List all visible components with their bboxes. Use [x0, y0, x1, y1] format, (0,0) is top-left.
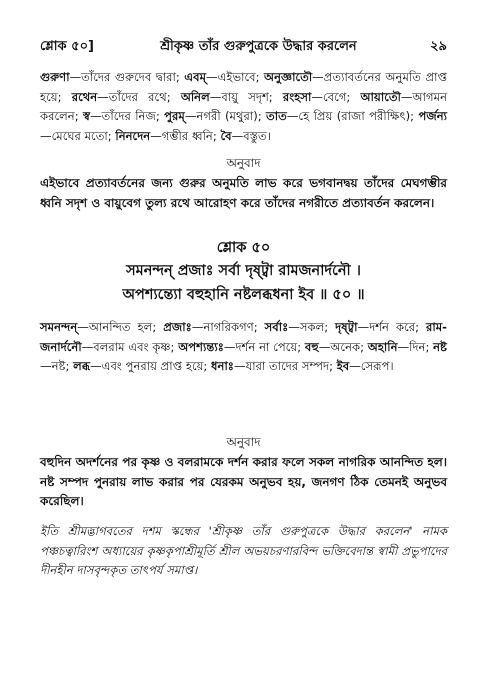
translation-1: এইভাবে প্রত্যাবর্তনের জন্য গুরুর অনুমতি লাভ করে ভগবানদ্বয় তাঁদের মেঘগম্ভীর ধ্বনি সদৃশ ও বায়ুবেগ তুল্য রথে আরোহণ করে তাঁদের নগরীতে প্রত্যাবর্তন করলেন। — [40, 176, 447, 210]
synonym-meaning: —নাগরিকগণ; — [191, 320, 265, 334]
synonym-term: আয়াতৌ — [360, 89, 401, 104]
synonyms-bottom — [40, 318, 447, 377]
synonym-meaning: —নষ্ট; — [40, 359, 74, 374]
translation-heading-1: অনুবাদ — [226, 156, 261, 170]
synonym-term: লব্ধ — [73, 359, 91, 374]
synonym-term: রংহসা — [282, 89, 312, 104]
synonym-meaning: —বলরাম এবং কৃষ্ণ; — [81, 339, 179, 354]
synonym-meaning: —অনেক; — [318, 339, 368, 354]
synonym-meaning: —বেগে; — [311, 89, 361, 104]
synonym-meaning: —সকল; — [288, 320, 336, 334]
synonym-meaning: —তাঁদের রথে; — [97, 89, 181, 104]
synonyms-top — [40, 68, 447, 146]
verse-line-1: সমনন্দন্ প্রজাঃ সর্বা দৃষ্ট্বা রামজনার্দনৌ । — [126, 263, 361, 279]
synonym-meaning: —বস্তুত। — [231, 128, 271, 143]
header-verse-ref: শ্লোক ৫০] — [40, 38, 94, 54]
verse-title: শ্লোক ৫০ — [216, 240, 271, 256]
synonym-term: তাত — [266, 109, 287, 124]
synonym-term: পর্জন্য — [418, 109, 447, 124]
synonym-meaning: —সেরূপ। — [349, 359, 394, 374]
synonym-meaning: —গম্ভীর ধ্বনি; — [150, 128, 221, 143]
synonym-term: গুরুণা — [40, 70, 70, 84]
synonym-term: অহানি — [367, 339, 398, 354]
synonym-meaning: —তাঁদের নিজ; — [90, 109, 165, 124]
synonym-meaning: —হে প্রিয় (রাজা পরীক্ষিৎ); — [286, 109, 419, 124]
synonym-term: অনুজ্ঞাতৌ — [264, 70, 313, 84]
synonym-meaning: —দর্শন না পেয়ে; — [223, 339, 305, 354]
synonym-term: নিনদেন — [115, 128, 151, 143]
synonym-meaning: —আনন্দিত হল; — [77, 320, 164, 334]
header-chapter-title: শ্রীকৃষ্ণ তাঁর গুরুপুত্রকে উদ্ধার করলেন — [160, 38, 357, 54]
header-page-number: ২৯ — [430, 38, 447, 54]
synonym-meaning: —তাঁদের গুরুদেব দ্বারা; — [69, 70, 185, 84]
chapter-colophon: ইতি শ্রীমদ্ভাগবতের দশম স্কন্ধের 'শ্রীকৃষ্ণ তাঁর গুরুপুত্রকে উদ্ধার করলেন' নামক পঞ্চচত্বারিংশ অধ্যায়ের কৃষ্ণকৃপাশ্রীমূর্তি শ্রীল অভয়চরণারবিন্দ ভক্তিবেদান্ত স্বামী প্রভুপাদের দীনহীন দাসবৃন্দকৃত তাৎপর্য সমাপ্ত। — [40, 524, 447, 578]
synonym-meaning: —মেঘের মতো; — [40, 128, 116, 143]
synonym-term: অপশ্যন্ত্যঃ — [178, 339, 224, 354]
synonym-term: বহু — [304, 339, 319, 354]
synonym-term: প্রজাঃ — [163, 320, 192, 334]
synonym-meaning: —এবং পুনরায় প্রাপ্ত হয়ে; — [90, 359, 212, 374]
page-header — [40, 36, 447, 58]
synonym-term: পুরম্ — [164, 109, 185, 124]
synonym-term: রাম-জনার্দনৌ — [40, 320, 447, 354]
synonym-meaning: —যারা তাদের সম্পদ; — [234, 359, 337, 374]
synonym-term: দৃষ্ট্বা — [335, 320, 358, 334]
synonym-meaning: —প্রত্যাবর্তনের অনুমতি প্রাপ্ত হয়ে; — [40, 70, 447, 104]
synonym-meaning: —এইভাবে; — [206, 70, 265, 84]
synonym-term: ধনাঃ — [211, 359, 234, 374]
synonym-term: নষ্ট — [433, 339, 448, 354]
synonym-meaning: —আগমন করলেন; — [40, 89, 447, 124]
synonym-term: ইব — [336, 359, 350, 374]
synonym-term: সর্বাঃ — [264, 320, 289, 334]
verse-line-2: অপশ্যন্ত্যো বহুহানি নষ্টলব্ধধনা ইব ॥ ৫০ ॥ — [122, 287, 365, 303]
translation-2: বহুদিন অদর্শনের পর কৃষ্ণ ও বলরামকে দর্শন করার ফলে সকল নাগরিক আনন্দিত হল। নষ্ট সম্পদ পুনরায় লাভ করার পর যেরকম অনুভব হয়, জনগণ ঠিক তেমনই অনুভব করেছিল। — [40, 455, 447, 509]
synonym-term: স্ব — [83, 109, 91, 124]
synonym-term: রথেন — [71, 89, 98, 104]
synonym-meaning: —নগরী (মথুরা); — [184, 109, 267, 124]
synonym-term: সমনন্দন্ — [40, 320, 78, 334]
translation-heading-2: অনুবাদ — [226, 435, 261, 449]
synonym-term: অনিল — [180, 89, 210, 104]
synonym-meaning: —বায়ু সদৃশ; — [209, 89, 283, 104]
synonym-term: বৈ — [220, 128, 232, 143]
synonym-term: এবম্ — [184, 70, 207, 84]
synonym-meaning: —দর্শন করে; — [357, 320, 426, 334]
synonym-meaning: —দিন; — [397, 339, 434, 354]
